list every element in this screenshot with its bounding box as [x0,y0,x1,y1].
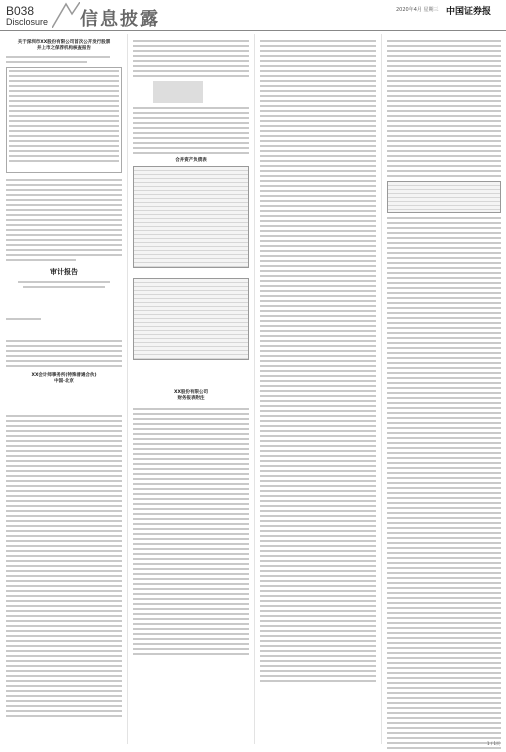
audit-report-title: 审计报告 [50,268,78,276]
page-header [0,0,506,31]
page-label: Disclosure [6,17,49,27]
column-1 [6,40,122,720]
audit-city: 中国·北京 [54,379,74,384]
column-3 [260,40,376,685]
column-divider [254,34,255,744]
notice-title-2: 并上市之保荐机构核查报告 [37,46,91,51]
header-slash-icon [52,2,80,28]
column-divider [127,34,128,744]
financial-table-2 [133,278,249,360]
report-line: 财务报表附注 [177,396,205,401]
column-divider [381,34,382,744]
column-4 [387,40,501,752]
newspaper-name: 中国证券报 [446,7,492,17]
column-2 [133,40,249,658]
section-title: 信息披露 [80,9,160,30]
page-footer: 1 / 1页 [487,741,500,746]
audit-firm: XX会计师事务所(特殊普通合伙) [31,373,97,378]
financial-table-title: 合并资产负债表 [175,158,207,163]
barcode-image [153,81,203,103]
summary-table [387,181,501,213]
notice-title: 关于深圳市XX股份有限公司首次公开发行股票 [17,40,111,45]
company-line: XX股份有限公司 [174,390,208,395]
page-number: B038 [6,4,35,18]
issue-date: 2020年4月 星期三 [396,7,439,13]
financial-table [133,166,249,268]
